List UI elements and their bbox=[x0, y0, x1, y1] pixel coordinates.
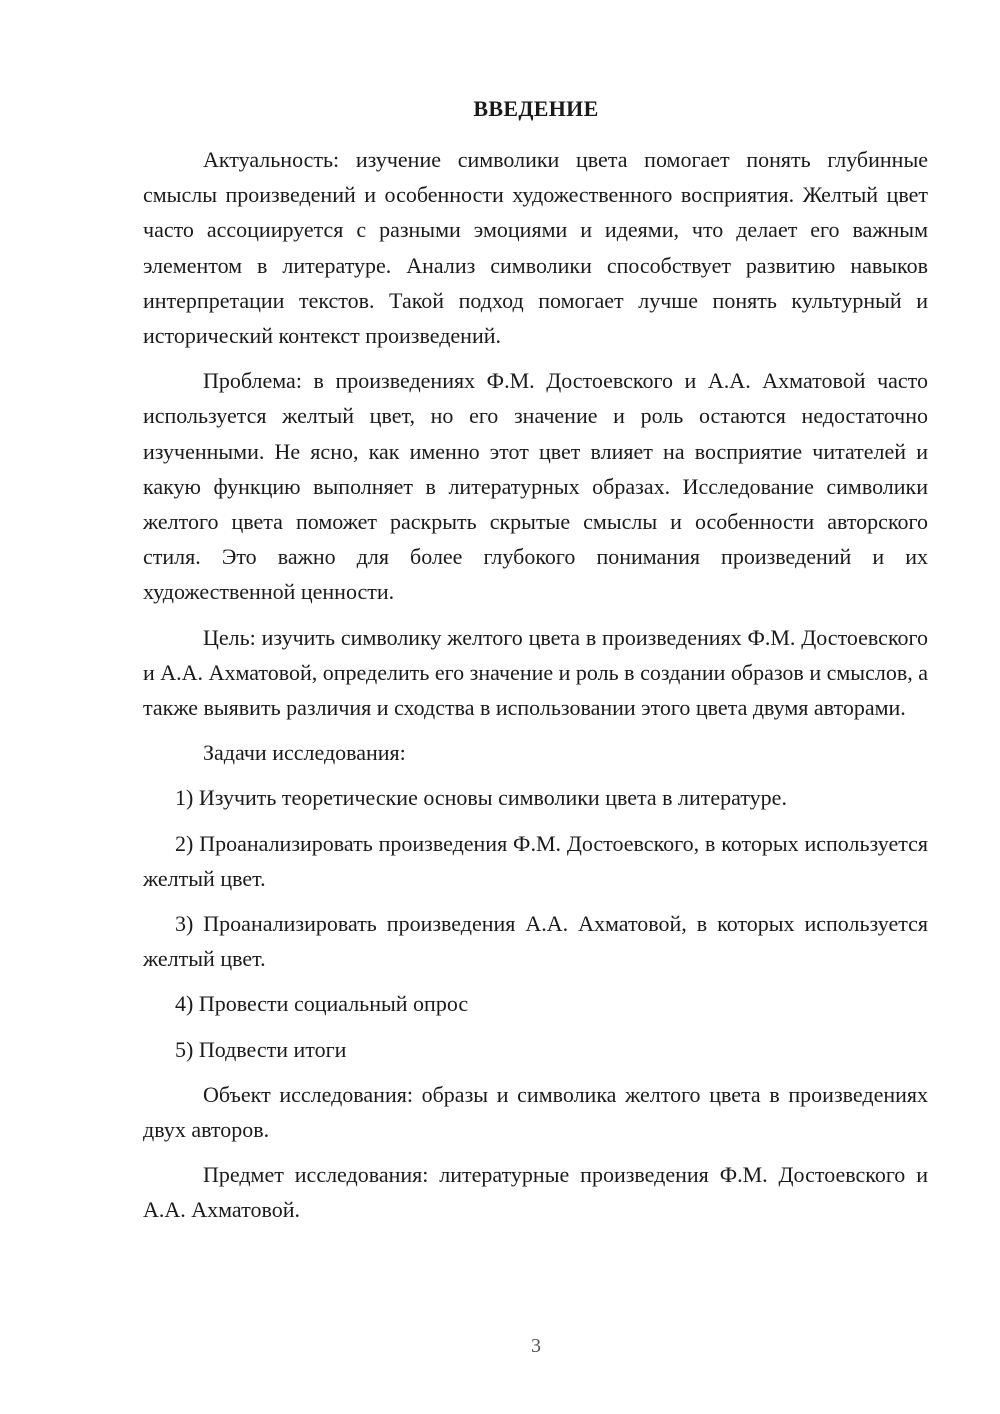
page-title: ВВЕДЕНИЕ bbox=[473, 96, 599, 121]
task-item-3: 3) Проанализировать произведения А.А. Ахматовой, в которых используется желтый цвет. bbox=[143, 911, 928, 972]
task-item-5: 5) Подвести итоги bbox=[175, 1036, 347, 1062]
document-body bbox=[143, 142, 928, 1238]
paragraph-relevance: Актуальность: изучение символики цвета помогает понять глубинные смыслы произведений и особенности художественного восприятия. Желтый цвет часто ассоциируется с разными эмоциями и идеями, что делает его важным элементом в литературе. Анализ символики способствует развитию навыков интерпретации текстов. Такой подход помогает лучше понять культурный и исторический контекст произведений. bbox=[143, 147, 928, 349]
task-item-2: 2) Проанализировать произведения Ф.М. Достоевского, в которых используется желтый цвет. bbox=[143, 830, 928, 891]
paragraph-tasks-heading: Задачи исследования: bbox=[203, 740, 406, 766]
paragraph-subject: Предмет исследования: литературные произведения Ф.М. Достоевского и А.А. Ахматовой. bbox=[143, 1162, 928, 1223]
task-item-1: 1) Изучить теоретические основы символики цвета в литературе. bbox=[175, 785, 787, 811]
paragraph-problem: Проблема: в произведениях Ф.М. Достоевского и А.А. Ахматовой часто используется желтый цвет, но его значение и роль остаются недостаточно изученными. Не ясно, как именно этот цвет влияет на восприятие читателей и какую функцию выполняет в литературных образах. Исследование символики желтого цвета поможет раскрыть скрытые смыслы и особенности авторского стиля. Это важно для более глубокого понимания произведений и их художественной ценности. bbox=[143, 368, 928, 605]
paragraph-goal: Цель: изучить символику желтого цвета в произведениях Ф.М. Достоевского и А.А. Ахматовой, определить его значение и роль в создании образов и смыслов, а также выявить различия и сходства в использовании этого цвета двумя авторами. bbox=[143, 624, 928, 721]
paragraph-object: Объект исследования: образы и символика желтого цвета в произведениях двух авторов. bbox=[143, 1081, 928, 1143]
task-item-4: 4) Провести социальный опрос bbox=[175, 991, 469, 1017]
page-number: 3 bbox=[531, 1335, 541, 1357]
